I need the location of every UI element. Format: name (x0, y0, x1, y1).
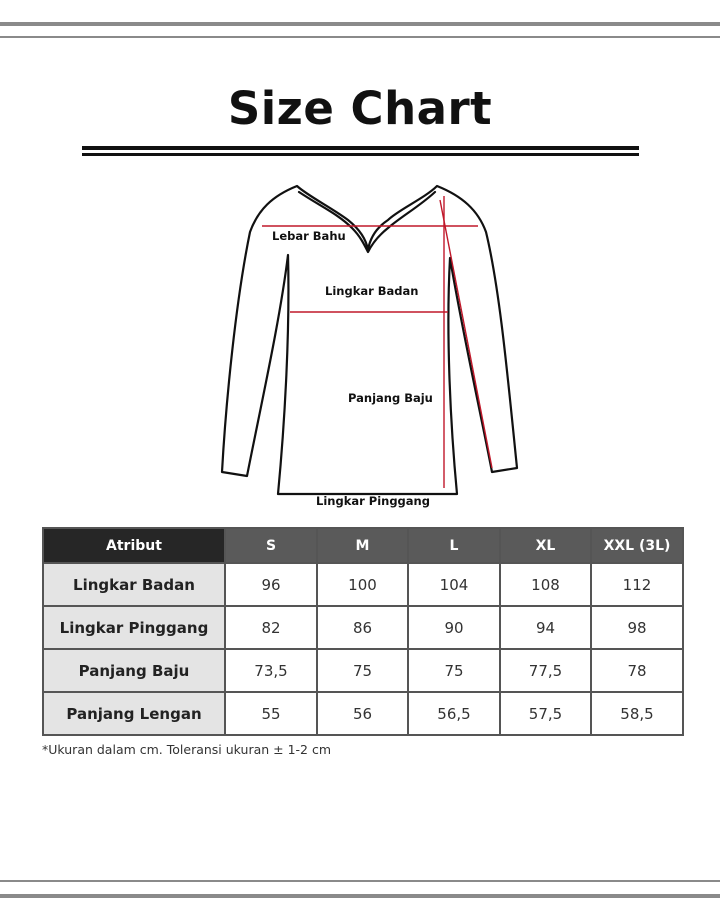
table-cell: 98 (591, 606, 683, 649)
header-cell-size: XL (500, 528, 591, 563)
table-cell: 100 (317, 563, 408, 606)
label-length: Panjang Baju (348, 391, 433, 405)
table-cell: 86 (317, 606, 408, 649)
size-table (42, 527, 684, 736)
table-row (43, 606, 683, 649)
row-label: Panjang Baju (43, 649, 225, 692)
label-chest: Lingkar Badan (325, 284, 419, 298)
label-shoulder: Lebar Bahu (272, 229, 346, 243)
header-cell-size: S (225, 528, 317, 563)
table-cell: 82 (225, 606, 317, 649)
table-cell: 77,5 (500, 649, 591, 692)
table-cell: 104 (408, 563, 500, 606)
label-waist: Lingkar Pinggang (316, 494, 430, 508)
header-cell-size: XXL (3L) (591, 528, 683, 563)
table-cell: 96 (225, 563, 317, 606)
table-header-row (43, 528, 683, 563)
table-cell: 78 (591, 649, 683, 692)
tolerance-note: *Ukuran dalam cm. Toleransi ukuran ± 1-2 cm (42, 742, 332, 757)
table-cell: 75 (317, 649, 408, 692)
header-cell-size: M (317, 528, 408, 563)
table-row (43, 563, 683, 606)
table-cell: 90 (408, 606, 500, 649)
table-cell: 55 (225, 692, 317, 735)
table-cell: 58,5 (591, 692, 683, 735)
row-label: Lingkar Badan (43, 563, 225, 606)
header-cell-attribute: Atribut (43, 528, 225, 563)
table-cell: 108 (500, 563, 591, 606)
page-title: Size Chart (227, 82, 493, 135)
table-cell: 56,5 (408, 692, 500, 735)
row-label: Lingkar Pinggang (43, 606, 225, 649)
table-cell: 94 (500, 606, 591, 649)
shirt-outline (222, 186, 517, 494)
table-row (43, 692, 683, 735)
table-cell: 112 (591, 563, 683, 606)
table-cell: 56 (317, 692, 408, 735)
bottom-border-thin (0, 880, 720, 882)
table-cell: 73,5 (225, 649, 317, 692)
table-cell: 75 (408, 649, 500, 692)
table-cell: 57,5 (500, 692, 591, 735)
table-row (43, 649, 683, 692)
row-label: Panjang Lengan (43, 692, 225, 735)
header-cell-size: L (408, 528, 500, 563)
bottom-border-thick (0, 894, 720, 898)
